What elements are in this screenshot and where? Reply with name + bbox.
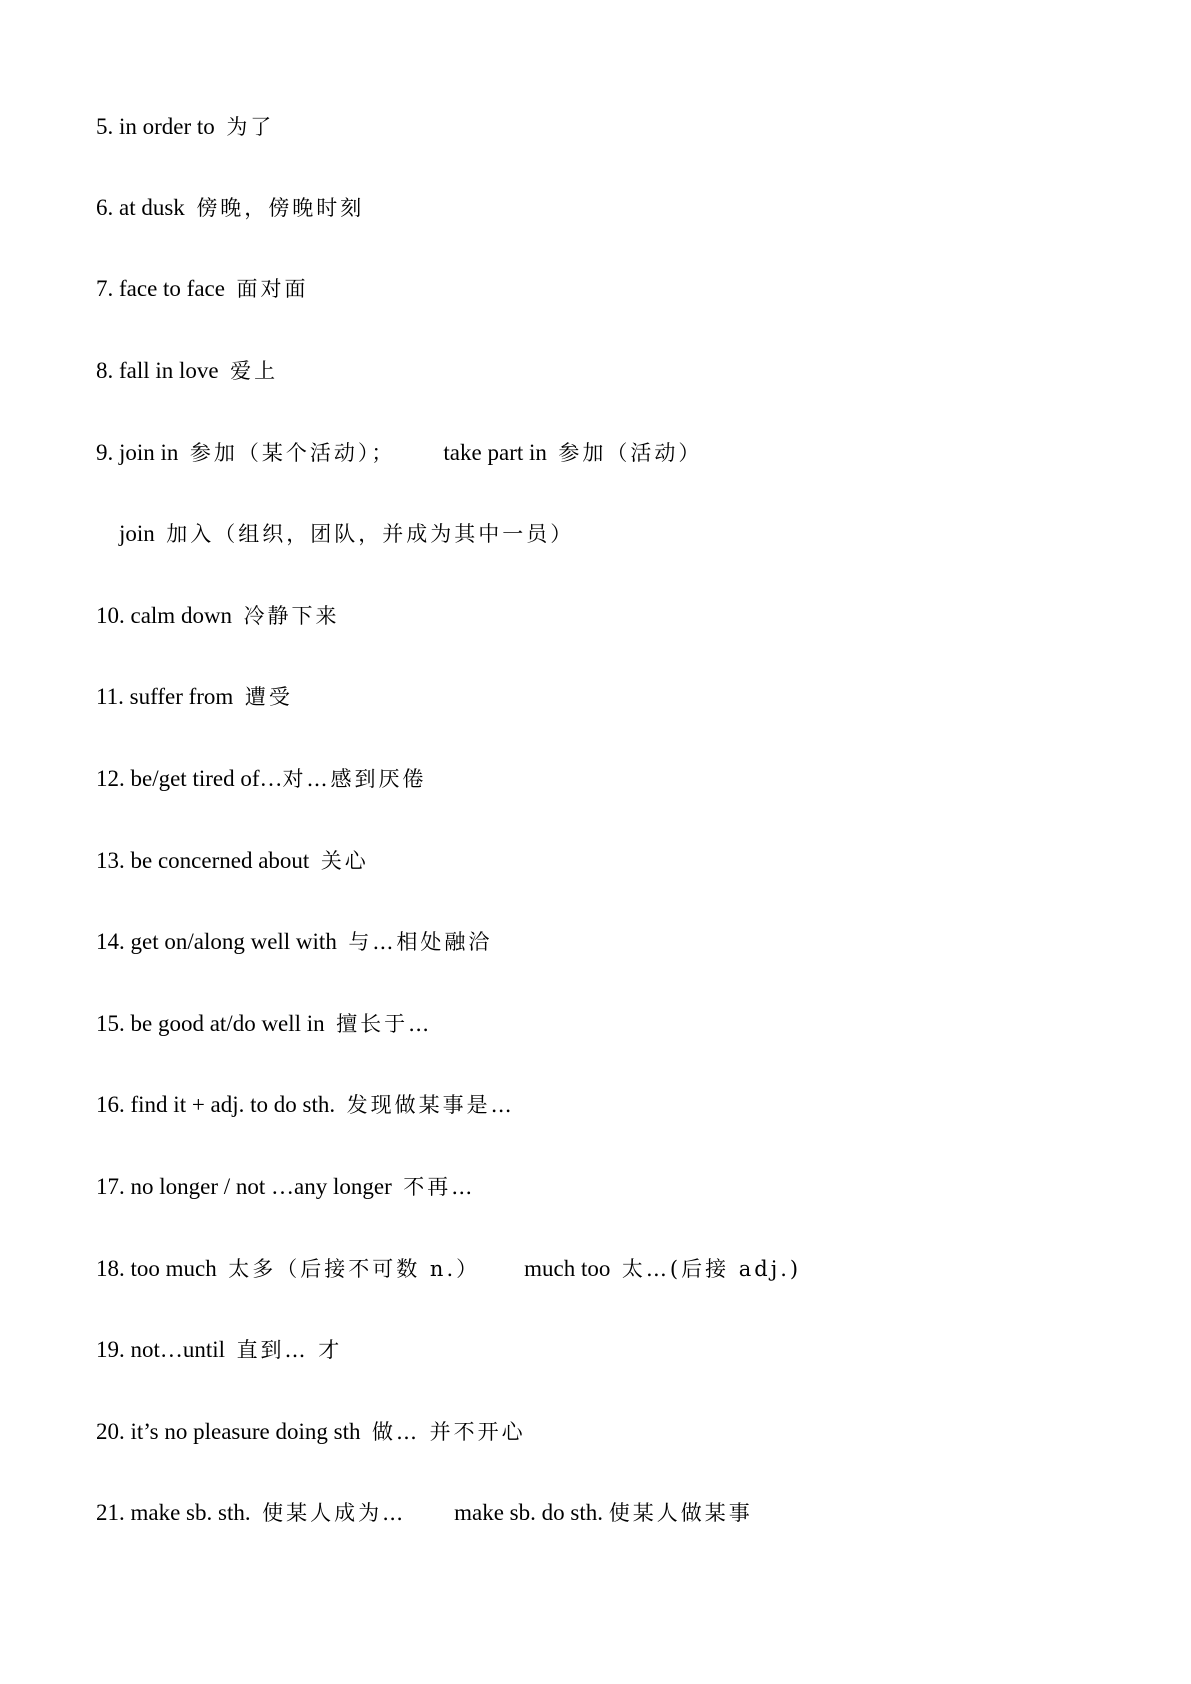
list-item bbox=[73, 163, 364, 253]
list-item bbox=[73, 1060, 515, 1150]
chinese-meaning: 与…相处融洽 bbox=[348, 930, 493, 954]
english-phrase: 10. calm down bbox=[96, 603, 233, 628]
english-phrase: 15. be good at/do well in bbox=[96, 1011, 325, 1036]
english-phrase: 14. get on/along well with bbox=[96, 929, 337, 954]
english-phrase: 12. be/get tired of… bbox=[96, 766, 283, 791]
list-item bbox=[73, 571, 340, 661]
chinese-meaning: 直到… 才 bbox=[236, 1338, 343, 1362]
chinese-meaning: 加入（组织，团队，并成为其中一员） bbox=[166, 522, 575, 546]
english-phrase: 19. not…until bbox=[96, 1337, 226, 1362]
list-item bbox=[73, 734, 427, 824]
chinese-meaning-alt: 参加（活动） bbox=[558, 441, 703, 465]
english-phrase: 11. suffer from bbox=[96, 684, 234, 709]
chinese-meaning: 冷静下来 bbox=[243, 604, 340, 628]
list-item bbox=[73, 1142, 475, 1232]
chinese-meaning: 擅长于… bbox=[336, 1012, 433, 1036]
english-phrase: 9. join in bbox=[96, 440, 179, 465]
chinese-meaning: 关心 bbox=[320, 849, 369, 873]
list-item bbox=[96, 489, 574, 579]
list-item bbox=[73, 816, 369, 906]
list-item bbox=[73, 244, 308, 334]
chinese-meaning: 太多（后接不可数 n.） bbox=[228, 1257, 481, 1281]
english-phrase: join bbox=[119, 521, 155, 546]
english-phrase-alt: make sb. do sth. bbox=[454, 1500, 603, 1525]
chinese-meaning: 遭受 bbox=[244, 685, 293, 709]
list-item bbox=[73, 979, 432, 1069]
list-item bbox=[73, 1387, 526, 1477]
english-phrase: 18. too much bbox=[96, 1256, 217, 1281]
english-phrase: 13. be concerned about bbox=[96, 848, 310, 873]
list-item bbox=[73, 1305, 342, 1395]
list-item bbox=[73, 652, 293, 742]
english-phrase: 5. in order to bbox=[96, 114, 215, 139]
chinese-meaning: 为了 bbox=[226, 115, 275, 139]
english-phrase: 16. find it + adj. to do sth. bbox=[96, 1092, 336, 1117]
chinese-meaning: 使某人成为… bbox=[262, 1501, 407, 1525]
list-item bbox=[73, 408, 702, 498]
english-phrase-alt: take part in bbox=[443, 440, 547, 465]
chinese-meaning-alt: 使某人做某事 bbox=[608, 1501, 753, 1525]
english-phrase: 7. face to face bbox=[96, 276, 225, 301]
chinese-meaning: 爱上 bbox=[230, 359, 279, 383]
chinese-meaning: 面对面 bbox=[236, 277, 309, 301]
english-phrase: 6. at dusk bbox=[96, 195, 185, 220]
english-phrase: 17. no longer / not …any longer bbox=[96, 1174, 392, 1199]
chinese-meaning: 不再… bbox=[403, 1175, 476, 1199]
chinese-meaning: 对…感到厌倦 bbox=[282, 767, 427, 791]
chinese-meaning-alt: 太…(后接 adj.) bbox=[621, 1257, 802, 1281]
chinese-meaning: 参加（某个活动）； bbox=[189, 441, 396, 465]
chinese-meaning: 傍晚，傍晚时刻 bbox=[196, 196, 365, 220]
chinese-meaning: 发现做某事是… bbox=[346, 1093, 515, 1117]
list-item bbox=[73, 897, 492, 987]
list-item bbox=[73, 82, 274, 172]
chinese-meaning: 做… 并不开心 bbox=[371, 1420, 526, 1444]
english-phrase: 21. make sb. sth. bbox=[96, 1500, 251, 1525]
english-phrase: 8. fall in love bbox=[96, 358, 219, 383]
list-item bbox=[73, 1224, 801, 1314]
list-item bbox=[73, 326, 278, 416]
list-item bbox=[73, 1468, 753, 1558]
english-phrase-alt: much too bbox=[524, 1256, 611, 1281]
english-phrase: 20. it’s no pleasure doing sth bbox=[96, 1419, 361, 1444]
